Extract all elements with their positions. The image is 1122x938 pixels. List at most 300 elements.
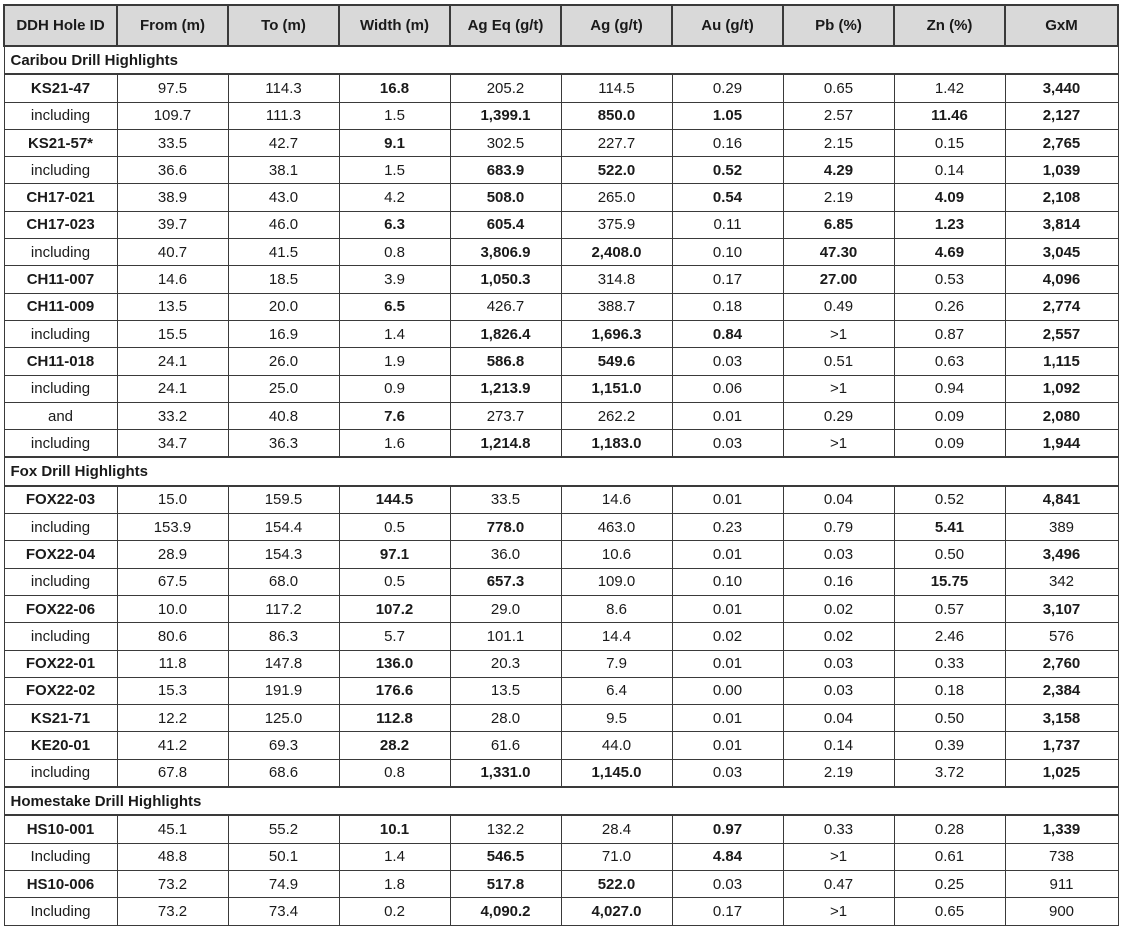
hole-id-cell: including (4, 430, 117, 458)
table-cell: 0.02 (672, 623, 783, 650)
table-cell: 375.9 (561, 211, 672, 238)
table-row (4, 623, 1118, 650)
table-cell: 14.4 (561, 623, 672, 650)
table-cell: 29.0 (450, 595, 561, 622)
table-cell: 1.5 (339, 157, 450, 184)
table-cell: 159.5 (228, 486, 339, 514)
table-cell: 125.0 (228, 705, 339, 732)
table-cell: 7.6 (339, 402, 450, 429)
table-cell: 1,214.8 (450, 430, 561, 458)
table-cell: 0.03 (672, 870, 783, 897)
table-cell: 0.87 (894, 320, 1005, 347)
table-cell: 0.52 (894, 486, 1005, 514)
table-cell: 205.2 (450, 74, 561, 102)
table-row (4, 514, 1118, 541)
table-cell: 0.9 (339, 375, 450, 402)
table-body (4, 46, 1118, 925)
table-cell: 0.29 (783, 402, 894, 429)
table-cell: 0.52 (672, 157, 783, 184)
table-cell: 111.3 (228, 102, 339, 129)
table-cell: 13.5 (117, 293, 228, 320)
table-row (4, 184, 1118, 211)
table-cell: 15.75 (894, 568, 1005, 595)
table-cell: 0.53 (894, 266, 1005, 293)
table-cell: 97.1 (339, 541, 450, 568)
table-cell: 576 (1005, 623, 1118, 650)
hole-id-cell: FOX22-06 (4, 595, 117, 622)
table-row (4, 898, 1118, 925)
table-cell: >1 (783, 375, 894, 402)
table-cell: 0.02 (783, 623, 894, 650)
table-cell: 0.65 (783, 74, 894, 102)
table-row (4, 266, 1118, 293)
table-cell: 191.9 (228, 677, 339, 704)
table-cell: 388.7 (561, 293, 672, 320)
table-cell: 0.09 (894, 430, 1005, 458)
table-cell: 1.5 (339, 102, 450, 129)
table-cell: 176.6 (339, 677, 450, 704)
table-cell: 0.2 (339, 898, 450, 925)
table-cell: 109.7 (117, 102, 228, 129)
table-cell: 3,440 (1005, 74, 1118, 102)
table-cell: 2,108 (1005, 184, 1118, 211)
table-cell: 71.0 (561, 843, 672, 870)
table-cell: 2.19 (783, 759, 894, 787)
table-cell: 426.7 (450, 293, 561, 320)
table-cell: 546.5 (450, 843, 561, 870)
table-cell: 45.1 (117, 815, 228, 843)
table-cell: 132.2 (450, 815, 561, 843)
table-cell: 101.1 (450, 623, 561, 650)
table-cell: 1,050.3 (450, 266, 561, 293)
table-cell: 0.09 (894, 402, 1005, 429)
table-cell: 24.1 (117, 375, 228, 402)
table-cell: 517.8 (450, 870, 561, 897)
table-cell: 1.4 (339, 843, 450, 870)
table-cell: 154.3 (228, 541, 339, 568)
table-cell: 0.01 (672, 595, 783, 622)
header-row (4, 5, 1118, 46)
table-row (4, 843, 1118, 870)
table-cell: 0.03 (672, 348, 783, 375)
table-cell: 6.85 (783, 211, 894, 238)
table-cell: 0.01 (672, 402, 783, 429)
hole-id-cell: CH17-023 (4, 211, 117, 238)
table-row (4, 293, 1118, 320)
table-cell: 0.61 (894, 843, 1005, 870)
section-title: Fox Drill Highlights (4, 457, 1118, 485)
table-cell: 33.5 (117, 129, 228, 156)
table-cell: 61.6 (450, 732, 561, 759)
table-row (4, 759, 1118, 787)
table-cell: 273.7 (450, 402, 561, 429)
table-cell: 0.01 (672, 705, 783, 732)
table-cell: 1,092 (1005, 375, 1118, 402)
table-cell: 522.0 (561, 870, 672, 897)
table-cell: 2.46 (894, 623, 1005, 650)
table-cell: 911 (1005, 870, 1118, 897)
table-cell: 0.39 (894, 732, 1005, 759)
table-cell: 10.6 (561, 541, 672, 568)
hole-id-cell: FOX22-02 (4, 677, 117, 704)
table-cell: 0.25 (894, 870, 1005, 897)
table-cell: 0.17 (672, 266, 783, 293)
table-cell: 2,760 (1005, 650, 1118, 677)
table-cell: 153.9 (117, 514, 228, 541)
table-cell: 109.0 (561, 568, 672, 595)
table-cell: 114.3 (228, 74, 339, 102)
table-cell: 42.7 (228, 129, 339, 156)
header-zn: Zn (%) (894, 5, 1005, 46)
table-cell: 114.5 (561, 74, 672, 102)
table-cell: >1 (783, 430, 894, 458)
table-cell: 38.1 (228, 157, 339, 184)
hole-id-cell: including (4, 759, 117, 787)
table-cell: 1.6 (339, 430, 450, 458)
table-cell: 0.50 (894, 541, 1005, 568)
table-cell: 43.0 (228, 184, 339, 211)
table-cell: 1,696.3 (561, 320, 672, 347)
table-cell: 0.06 (672, 375, 783, 402)
hole-id-cell: CH17-021 (4, 184, 117, 211)
section-header-row (4, 787, 1118, 815)
table-cell: 36.6 (117, 157, 228, 184)
table-cell: 1,025 (1005, 759, 1118, 787)
table-cell: 67.5 (117, 568, 228, 595)
hole-id-cell: and (4, 402, 117, 429)
table-row (4, 375, 1118, 402)
table-cell: 1,145.0 (561, 759, 672, 787)
table-row (4, 870, 1118, 897)
hole-id-cell: CH11-007 (4, 266, 117, 293)
table-cell: 6.4 (561, 677, 672, 704)
table-cell: 3,107 (1005, 595, 1118, 622)
table-cell: 0.10 (672, 568, 783, 595)
header-to: To (m) (228, 5, 339, 46)
table-cell: 18.5 (228, 266, 339, 293)
table-cell: 86.3 (228, 623, 339, 650)
hole-id-cell: including (4, 157, 117, 184)
table-row (4, 541, 1118, 568)
table-cell: 14.6 (561, 486, 672, 514)
table-cell: 10.1 (339, 815, 450, 843)
table-cell: 33.5 (450, 486, 561, 514)
table-cell: 0.49 (783, 293, 894, 320)
table-cell: 0.63 (894, 348, 1005, 375)
table-cell: 107.2 (339, 595, 450, 622)
table-row (4, 157, 1118, 184)
table-row (4, 650, 1118, 677)
table-cell: 389 (1005, 514, 1118, 541)
table-cell: 2.19 (783, 184, 894, 211)
table-cell: 1,737 (1005, 732, 1118, 759)
table-cell: 0.33 (783, 815, 894, 843)
table-cell: 586.8 (450, 348, 561, 375)
table-cell: 3,814 (1005, 211, 1118, 238)
table-row (4, 348, 1118, 375)
table-cell: 0.57 (894, 595, 1005, 622)
table-cell: 40.7 (117, 239, 228, 266)
hole-id-cell: FOX22-01 (4, 650, 117, 677)
table-cell: 0.47 (783, 870, 894, 897)
table-cell: 38.9 (117, 184, 228, 211)
table-cell: 2.15 (783, 129, 894, 156)
table-cell: 0.16 (783, 568, 894, 595)
table-row (4, 486, 1118, 514)
table-cell: 0.50 (894, 705, 1005, 732)
hole-id-cell: including (4, 568, 117, 595)
table-cell: 0.02 (783, 595, 894, 622)
table-cell: 15.0 (117, 486, 228, 514)
table-cell: 24.1 (117, 348, 228, 375)
table-cell: 2,557 (1005, 320, 1118, 347)
table-cell: 3.9 (339, 266, 450, 293)
table-row (4, 568, 1118, 595)
table-cell: 40.8 (228, 402, 339, 429)
hole-id-cell: HS10-006 (4, 870, 117, 897)
table-cell: 2.57 (783, 102, 894, 129)
table-cell: 28.2 (339, 732, 450, 759)
table-cell: 117.2 (228, 595, 339, 622)
table-row (4, 677, 1118, 704)
hole-id-cell: FOX22-03 (4, 486, 117, 514)
table-cell: 0.11 (672, 211, 783, 238)
table-cell: 522.0 (561, 157, 672, 184)
table-cell: 4.29 (783, 157, 894, 184)
table-cell: 683.9 (450, 157, 561, 184)
table-cell: 738 (1005, 843, 1118, 870)
table-cell: 0.84 (672, 320, 783, 347)
table-cell: 41.5 (228, 239, 339, 266)
table-row (4, 74, 1118, 102)
table-cell: >1 (783, 320, 894, 347)
header-from: From (m) (117, 5, 228, 46)
table-cell: 4,027.0 (561, 898, 672, 925)
table-cell: 136.0 (339, 650, 450, 677)
table-cell: 0.10 (672, 239, 783, 266)
table-cell: 3,496 (1005, 541, 1118, 568)
table-cell: 20.0 (228, 293, 339, 320)
table-cell: 144.5 (339, 486, 450, 514)
table-cell: 508.0 (450, 184, 561, 211)
table-cell: 1,183.0 (561, 430, 672, 458)
table-cell: 3.72 (894, 759, 1005, 787)
table-cell: 1,944 (1005, 430, 1118, 458)
table-cell: 0.18 (672, 293, 783, 320)
table-cell: >1 (783, 898, 894, 925)
section-header-row (4, 457, 1118, 485)
table-cell: 0.01 (672, 486, 783, 514)
section-header-row (4, 46, 1118, 74)
table-cell: 3,045 (1005, 239, 1118, 266)
table-cell: 549.6 (561, 348, 672, 375)
table-cell: 0.04 (783, 486, 894, 514)
table-cell: 1,213.9 (450, 375, 561, 402)
table-cell: 3,158 (1005, 705, 1118, 732)
table-cell: 36.0 (450, 541, 561, 568)
table-cell: 2,127 (1005, 102, 1118, 129)
table-cell: 147.8 (228, 650, 339, 677)
table-row (4, 430, 1118, 458)
table-cell: 0.8 (339, 239, 450, 266)
header-pb: Pb (%) (783, 5, 894, 46)
hole-id-cell: including (4, 375, 117, 402)
table-row (4, 815, 1118, 843)
table-row (4, 705, 1118, 732)
table-cell: 68.6 (228, 759, 339, 787)
table-cell: 9.5 (561, 705, 672, 732)
table-cell: 1,151.0 (561, 375, 672, 402)
table-cell: 4,090.2 (450, 898, 561, 925)
table-cell: 0.14 (894, 157, 1005, 184)
table-cell: 46.0 (228, 211, 339, 238)
hole-id-cell: including (4, 102, 117, 129)
table-cell: 4.84 (672, 843, 783, 870)
table-cell: 0.97 (672, 815, 783, 843)
table-cell: 4.09 (894, 184, 1005, 211)
table-cell: 74.9 (228, 870, 339, 897)
table-row (4, 595, 1118, 622)
table-cell: 0.01 (672, 541, 783, 568)
table-cell: 0.28 (894, 815, 1005, 843)
table-cell: 227.7 (561, 129, 672, 156)
table-cell: >1 (783, 843, 894, 870)
table-cell: 12.2 (117, 705, 228, 732)
table-cell: 1.23 (894, 211, 1005, 238)
table-cell: 0.03 (672, 430, 783, 458)
table-cell: 13.5 (450, 677, 561, 704)
table-cell: 0.29 (672, 74, 783, 102)
table-row (4, 402, 1118, 429)
table-cell: 0.26 (894, 293, 1005, 320)
table-cell: 0.51 (783, 348, 894, 375)
table-cell: 47.30 (783, 239, 894, 266)
table-cell: 1.4 (339, 320, 450, 347)
table-cell: 34.7 (117, 430, 228, 458)
hole-id-cell: including (4, 320, 117, 347)
table-cell: 154.4 (228, 514, 339, 541)
table-cell: 73.4 (228, 898, 339, 925)
table-cell: 9.1 (339, 129, 450, 156)
table-cell: 0.5 (339, 514, 450, 541)
table-cell: 778.0 (450, 514, 561, 541)
table-cell: 0.94 (894, 375, 1005, 402)
table-cell: 3,806.9 (450, 239, 561, 266)
table-cell: 1,331.0 (450, 759, 561, 787)
table-cell: 850.0 (561, 102, 672, 129)
hole-id-cell: Including (4, 843, 117, 870)
table-cell: 5.7 (339, 623, 450, 650)
hole-id-cell: including (4, 623, 117, 650)
table-cell: 2,774 (1005, 293, 1118, 320)
table-cell: 342 (1005, 568, 1118, 595)
table-cell: 67.8 (117, 759, 228, 787)
table-cell: 302.5 (450, 129, 561, 156)
table-cell: 0.01 (672, 650, 783, 677)
table-cell: 2,384 (1005, 677, 1118, 704)
section-title: Caribou Drill Highlights (4, 46, 1118, 74)
table-row (4, 732, 1118, 759)
table-cell: 0.03 (672, 759, 783, 787)
table-cell: 0.03 (783, 650, 894, 677)
table-cell: 4.69 (894, 239, 1005, 266)
table-cell: 1,826.4 (450, 320, 561, 347)
table-cell: 7.9 (561, 650, 672, 677)
table-cell: 463.0 (561, 514, 672, 541)
hole-id-cell: including (4, 514, 117, 541)
table-cell: 0.03 (783, 541, 894, 568)
table-cell: 36.3 (228, 430, 339, 458)
table-cell: 0.23 (672, 514, 783, 541)
table-cell: 73.2 (117, 870, 228, 897)
table-cell: 0.17 (672, 898, 783, 925)
table-cell: 33.2 (117, 402, 228, 429)
table-row (4, 129, 1118, 156)
table-row (4, 102, 1118, 129)
table-cell: 69.3 (228, 732, 339, 759)
table-cell: 0.65 (894, 898, 1005, 925)
table-cell: 8.6 (561, 595, 672, 622)
table-cell: 1,399.1 (450, 102, 561, 129)
section-title: Homestake Drill Highlights (4, 787, 1118, 815)
table-cell: 48.8 (117, 843, 228, 870)
hole-id-cell: including (4, 239, 117, 266)
table-cell: 6.3 (339, 211, 450, 238)
table-cell: 0.15 (894, 129, 1005, 156)
table-cell: 0.79 (783, 514, 894, 541)
table-cell: 900 (1005, 898, 1118, 925)
table-cell: 11.46 (894, 102, 1005, 129)
table-cell: 11.8 (117, 650, 228, 677)
table-cell: 28.9 (117, 541, 228, 568)
table-cell: 0.04 (783, 705, 894, 732)
table-cell: 41.2 (117, 732, 228, 759)
table-cell: 4,096 (1005, 266, 1118, 293)
table-cell: 0.00 (672, 677, 783, 704)
table-cell: 1,339 (1005, 815, 1118, 843)
table-cell: 0.01 (672, 732, 783, 759)
table-cell: 2,408.0 (561, 239, 672, 266)
hole-id-cell: KS21-47 (4, 74, 117, 102)
table-cell: 44.0 (561, 732, 672, 759)
table-cell: 50.1 (228, 843, 339, 870)
table-row (4, 320, 1118, 347)
header-gxm: GxM (1005, 5, 1118, 46)
table-cell: 2,080 (1005, 402, 1118, 429)
table-cell: 26.0 (228, 348, 339, 375)
table-cell: 4,841 (1005, 486, 1118, 514)
header-ag: Ag (g/t) (561, 5, 672, 46)
header-hole-id: DDH Hole ID (4, 5, 117, 46)
table-cell: 1.42 (894, 74, 1005, 102)
table-cell: 0.03 (783, 677, 894, 704)
hole-id-cell: CH11-018 (4, 348, 117, 375)
table-cell: 1,039 (1005, 157, 1118, 184)
table-cell: 4.2 (339, 184, 450, 211)
table-cell: 15.3 (117, 677, 228, 704)
table-cell: 0.8 (339, 759, 450, 787)
table-cell: 27.00 (783, 266, 894, 293)
hole-id-cell: KE20-01 (4, 732, 117, 759)
table-cell: 605.4 (450, 211, 561, 238)
table-cell: 0.54 (672, 184, 783, 211)
table-cell: 314.8 (561, 266, 672, 293)
table-cell: 265.0 (561, 184, 672, 211)
table-cell: 0.33 (894, 650, 1005, 677)
table-cell: 28.4 (561, 815, 672, 843)
table-cell: 97.5 (117, 74, 228, 102)
header-ag-eq: Ag Eq (g/t) (450, 5, 561, 46)
